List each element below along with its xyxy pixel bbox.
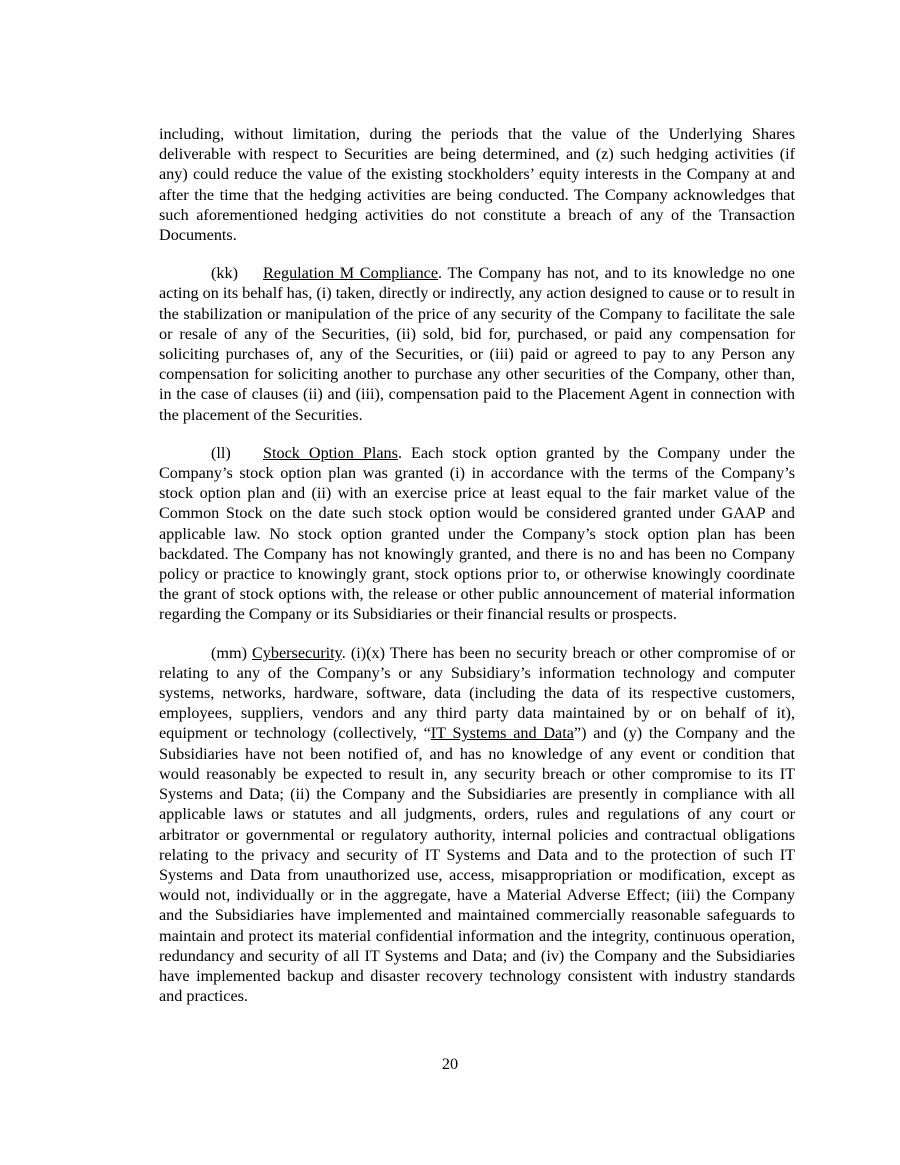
section-body-mm-part1: . (i)(x) There has been no security breach or other compromise of or relating to any of the Company’s or any Subsidiary’s information technology and computer systems, networks, hardware, software, data (including the data of its respective customers, employees, suppliers, vendors and any third party data maintained by or on behalf of it), equipment or technology (collectively, “ (159, 643, 795, 743)
document-page (159, 124, 795, 1024)
section-heading-ll: Stock Option Plans (263, 443, 398, 462)
section-number-kk: (kk) (211, 264, 238, 283)
section-body-kk: . The Company has not, and to its knowledge no one acting on its behalf has, (i) taken, directly or indirectly, any action designed to cause or to result in the stabilization or manipulation of the price of any security of the Company to facilitate the sale or resale of any of the Securities, (ii) sold, bid for, purchased, or paid any compensation for soliciting purchases of, any of the Securities, or (iii) paid or agreed to pay to any Person any compensation for soliciting another to purchase any other securities of the Company, other than, in the case of clauses (ii) and (iii), compensation paid to the Placement Agent in connection with the placement of the Securities. (159, 264, 795, 424)
section-heading-kk: Regulation M Compliance (263, 264, 439, 283)
section-number-ll: (ll) (211, 443, 231, 462)
defined-term-it-systems: IT Systems and Data (430, 724, 574, 743)
section-body-ll: . Each stock option granted by the Company under the Company’s stock option plan was granted (i) in accordance with the terms of the Company’s stock option plan and (ii) with an exercise price at least equal to the fair market value of the Common Stock on the date such stock option would be considered granted under GAAP and applicable law. No stock option granted under the Company’s stock option plan has been backdated. The Company has not knowingly granted, and there is no and has been no Company policy or practice to knowingly grant, stock options prior to, or otherwise knowingly coordinate the grant of stock options with, the release or other public announcement of material information regarding the Company or its Subsidiaries or their financial results or prospects. (159, 443, 795, 624)
section-number-mm: (mm) (211, 643, 247, 662)
section-heading-mm: Cybersecurity (251, 643, 342, 662)
paragraph-kk (159, 263, 795, 425)
paragraph-ll (159, 443, 795, 625)
page-number: 20 (441, 1055, 459, 1073)
section-body-mm-part2: ”) and (y) the Company and the Subsidiaries have not been notified of, and has no knowledge of any event or condition that would reasonably be expected to result in, any security breach or other compromise to its IT Systems and Data; (ii) the Company and the Subsidiaries are presently in compliance with all applicable laws or statutes and all judgments, orders, rules and regulations of any court or arbitrator or governmental or regulatory authority, internal policies and contractual obligations relating to the privacy and security of IT Systems and Data and to the protection of such IT Systems and Data from unauthorized use, access, misappropriation or modification, except as would not, individually or in the aggregate, have a Material Adverse Effect; (iii) the Company and the Subsidiaries have implemented and maintained commercially reasonable safeguards to maintain and protect its material confidential information and the integrity, continuous operation, redundancy and security of all IT Systems and Data; and (iv) the Company and the Subsidiaries have implemented backup and disaster recovery technology consistent with industry standards and practices. (159, 724, 796, 1006)
paragraph-continuation: including, without limitation, during the periods that the value of the Underlying Shares deliverable with respect to Securities are being determined, and (z) such hedging activities (if any) could reduce the value of the existing stockholders’ equity interests in the Company at and after the time that the hedging activities are being conducted. The Company acknowledges that such aforementioned hedging activities do not constitute a breach of any of the Transaction Documents. (159, 125, 795, 245)
paragraph-mm (159, 643, 795, 1007)
